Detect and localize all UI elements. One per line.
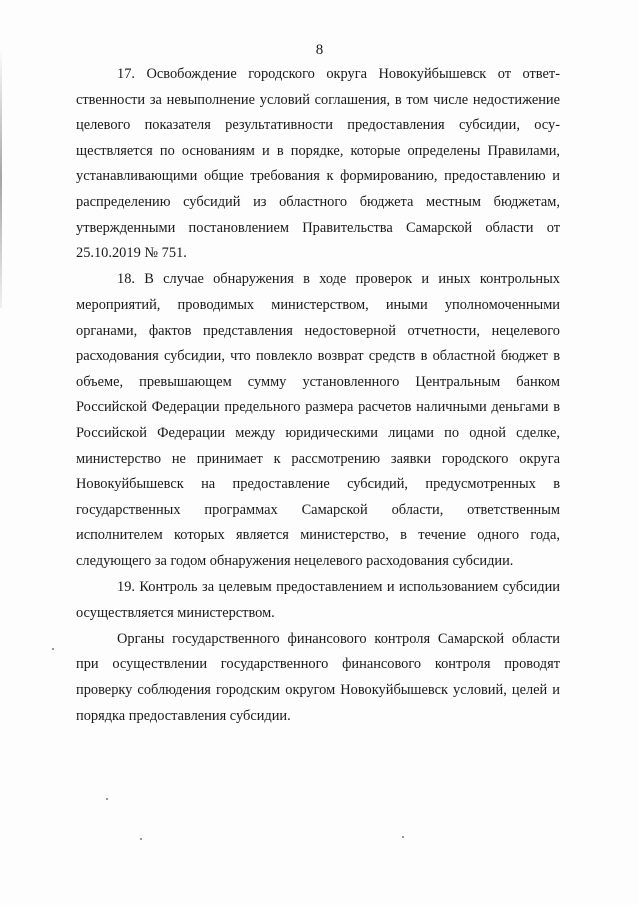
page-number: 8	[315, 42, 324, 58]
paragraph-19: 19. Контроль за целевым предоставлением и использованием субсидии осуществляется министерством.	[76, 579, 560, 621]
paragraph-18: 18. В случае обнаружения в ходе проверок и иных контрольных мероприятий, проводимых министерством, иными уполномоченными органами, фактов представления недостоверной отчетности, нецелевого расходования субсидии, что повлекло возврат средств в областной бюджет в объеме, превышающем сумму установленного Центральным банком Российской Федерации предельного размера расчетов наличными деньгами в Российской Федерации между юридическими лицами по одной сделке, министерство не принимает к рассмотрению заявки городского округа Новокуйбышевск на предоставление субсидий, предусмотренных в государственных программах Самарской области, ответственным исполнителем которых является министерство, в течение одного года, следующего за годом обнаружения нецелевого расходования субсидии.	[76, 271, 560, 569]
document-body	[76, 62, 560, 729]
paragraph-17: 17. Освобождение городского округа Новокуйбышевск от ответственности за невыполнение условий соглашения, в том числе недостижение целевого показателя результативности предоставления субсидии, осуществляется по основаниям и в порядке, которые определены Правилами, устанавливающими общие требования к формированию, предоставлению и распределению субсидий из областного бюджета местным бюджетам, утвержденными постановлением Правительства Самарской области от 25.10.2019 № 751.	[76, 66, 560, 262]
scan-edge-shadow	[0, 48, 2, 308]
scan-speck	[140, 838, 142, 840]
scan-speck	[106, 798, 108, 800]
scan-speck	[402, 836, 404, 838]
scan-speck	[52, 648, 54, 650]
paragraph-financial-control: Органы государственного финансового контроля Самарской области при осуществлении государственного финансового контроля проводят проверку соблюдения городским округом Новокуйбышевск условий, целей и порядка предоставления субсидии.	[76, 630, 560, 724]
